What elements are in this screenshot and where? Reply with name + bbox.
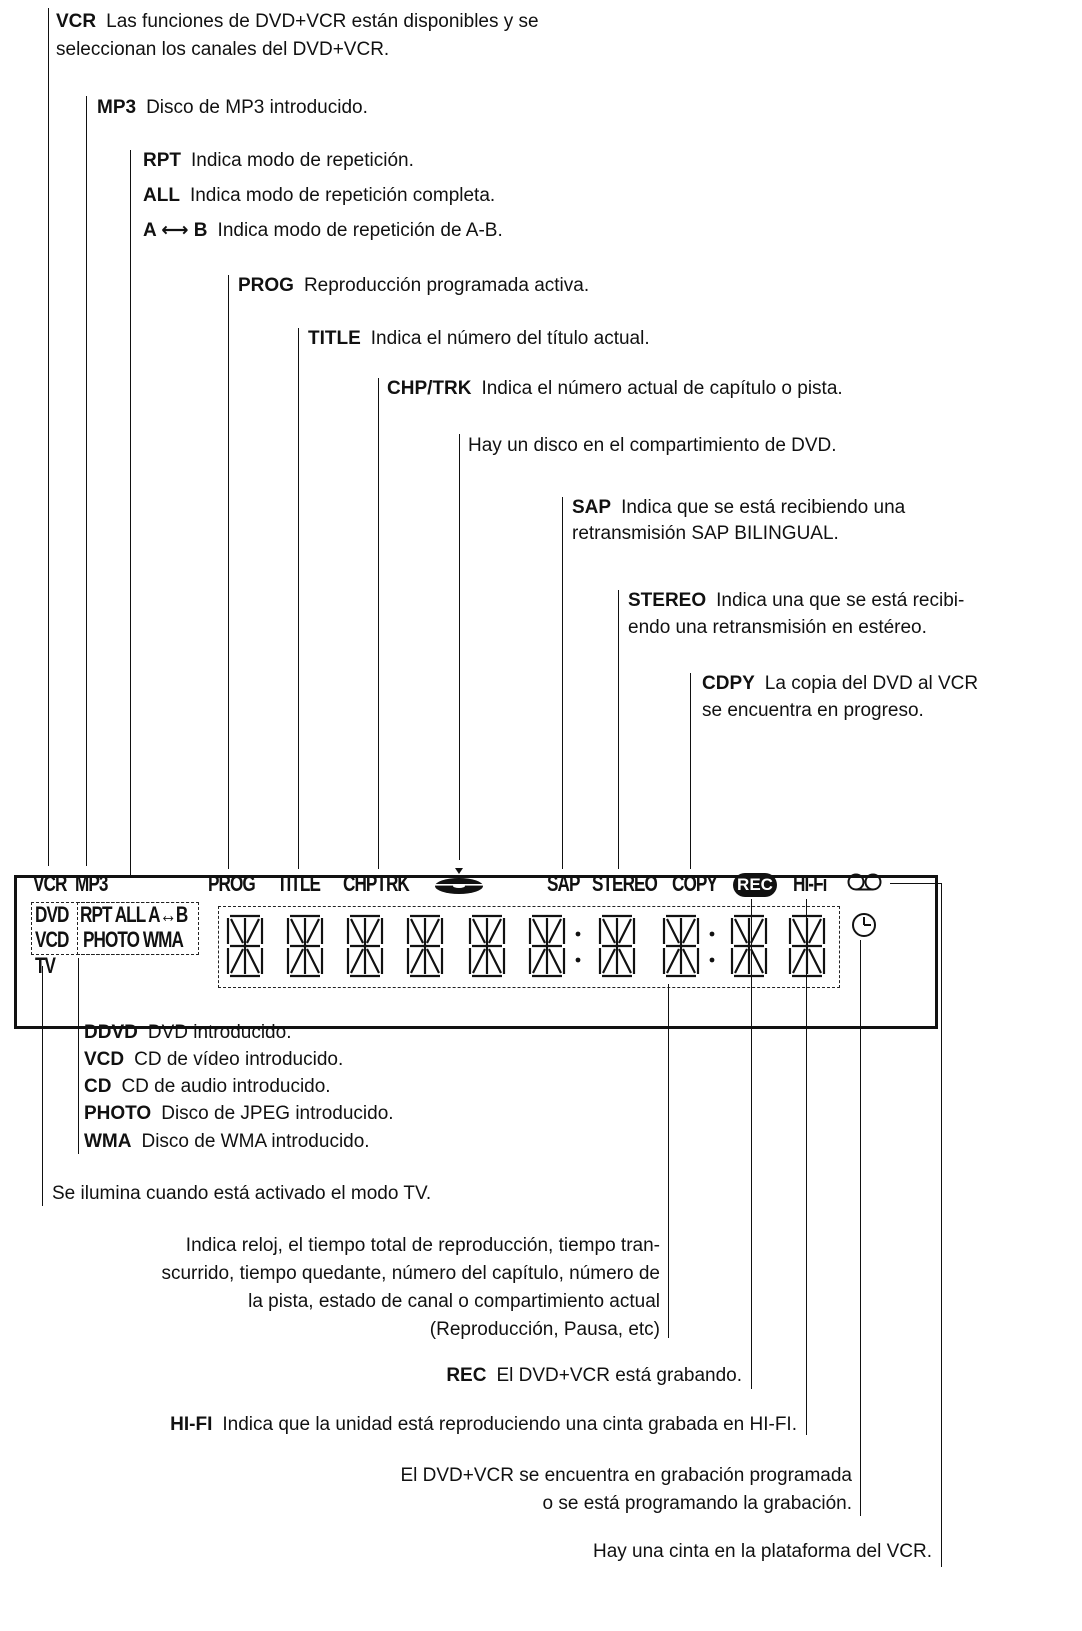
label-chptrk xyxy=(387,375,843,403)
label-vcr-line2 xyxy=(56,36,389,64)
label-key: WMA xyxy=(84,1131,132,1152)
panel-sap: SAP xyxy=(547,871,580,896)
segment-stroke xyxy=(549,919,561,943)
label-key: VCR xyxy=(56,11,97,32)
label-text: Hay un disco en el compartimiento de DVD. xyxy=(468,435,837,456)
panel-chptrk: CHPTRK xyxy=(343,871,409,896)
segment-stroke xyxy=(473,919,485,943)
panel-copy: COPY xyxy=(672,871,717,896)
leader-rpt xyxy=(130,150,131,892)
panel-dvd: DVD xyxy=(35,902,69,927)
segment-stroke xyxy=(667,919,679,943)
label-rec xyxy=(446,1362,742,1390)
colon-dot xyxy=(576,958,581,963)
leader-vcr xyxy=(48,8,49,866)
segment-stroke xyxy=(735,919,747,943)
segment-stroke xyxy=(809,949,821,973)
label-text: Se ilumina cuando está activado el modo TV. xyxy=(52,1183,432,1204)
label-ab xyxy=(143,217,503,245)
label-text: CD de vídeo introducido. xyxy=(134,1049,344,1070)
segment-stroke xyxy=(247,949,259,973)
label-text: El DVD+VCR se encuentra en grabación programada xyxy=(400,1465,852,1486)
segment-digit xyxy=(664,916,698,976)
label-key: RPT xyxy=(143,150,181,171)
colon-dot xyxy=(576,932,581,937)
leader-mp3 xyxy=(86,96,87,866)
label-text: CD de audio introducido. xyxy=(121,1076,331,1097)
segment-digit xyxy=(288,916,322,976)
leader-cassette-h xyxy=(890,883,942,884)
label-key: REC xyxy=(446,1365,487,1386)
segment-digits xyxy=(218,906,838,986)
label-cd xyxy=(84,1073,331,1101)
label-key: CD xyxy=(84,1076,112,1097)
colon-dot xyxy=(710,932,715,937)
segment-stroke xyxy=(473,949,485,973)
label-title xyxy=(308,325,650,353)
label-key: PHOTO xyxy=(84,1103,152,1124)
label-key: MP3 xyxy=(97,97,137,118)
label-cassette xyxy=(593,1538,932,1566)
leader-rec xyxy=(751,899,752,1389)
label-text: se encuentra en progreso. xyxy=(702,700,924,721)
label-text: Indica el número del título actual. xyxy=(370,328,650,349)
segment-stroke xyxy=(751,919,763,943)
segment-digit xyxy=(530,916,564,976)
leader-prog xyxy=(228,275,229,869)
leader-stereo xyxy=(618,590,619,869)
label-text: o se está programando la grabación. xyxy=(542,1493,852,1514)
label-wma xyxy=(84,1128,370,1156)
label-text: Disco de MP3 introducido. xyxy=(146,97,368,118)
label-clock-display xyxy=(161,1232,660,1344)
panel-rec-badge: REC xyxy=(733,873,777,897)
segment-stroke xyxy=(549,949,561,973)
panel-vcr: VCR xyxy=(33,871,67,896)
segment-stroke xyxy=(809,919,821,943)
label-vcr xyxy=(56,8,539,36)
label-key: HI-FI xyxy=(170,1414,213,1435)
front-display-panel xyxy=(14,871,938,1029)
label-mp3 xyxy=(97,94,368,122)
segment-stroke xyxy=(489,919,501,943)
segment-stroke xyxy=(411,949,423,973)
label-text: La copia del DVD al VCR xyxy=(764,673,979,694)
label-sap xyxy=(572,494,905,522)
leader-clock-display xyxy=(668,984,669,1338)
leader-timer xyxy=(860,940,861,1516)
label-text: Indica modo de repetición de A-B. xyxy=(217,220,503,241)
label-text: endo una retransmisión en estéreo. xyxy=(628,617,927,638)
label-key: A ⟷ B xyxy=(143,220,208,241)
label-text: (Reproducción, Pausa, etc) xyxy=(429,1319,660,1340)
leader-cassette xyxy=(941,883,942,1567)
timer-clock-icon xyxy=(850,911,878,939)
label-text: Disco de JPEG introducido. xyxy=(161,1103,394,1124)
label-stereo xyxy=(628,587,964,615)
label-text: Indica modo de repetición completa. xyxy=(189,185,496,206)
label-text: Disco de WMA introducido. xyxy=(141,1131,370,1152)
label-text: Indica que la unidad está reproduciendo una cinta grabada en HI-FI. xyxy=(222,1414,797,1435)
leader-chptrk xyxy=(378,378,379,869)
segment-stroke xyxy=(231,919,243,943)
label-stereo-line2 xyxy=(628,614,927,642)
panel-title: TITLE xyxy=(277,871,320,896)
panel-prog: PROG xyxy=(208,871,255,896)
segment-stroke xyxy=(751,949,763,973)
segment-stroke xyxy=(307,919,319,943)
label-hifi xyxy=(170,1411,797,1439)
segment-digit xyxy=(348,916,382,976)
label-key: VCD xyxy=(84,1049,125,1070)
segment-stroke xyxy=(793,949,805,973)
segment-stroke xyxy=(735,949,747,973)
colon-dot xyxy=(710,958,715,963)
label-ddvd xyxy=(84,1019,291,1047)
label-text: Indica que se está recibiendo una xyxy=(621,497,906,518)
segment-digit xyxy=(408,916,442,976)
label-key: ALL xyxy=(143,185,180,206)
label-text: Reproducción programada activa. xyxy=(303,275,590,296)
segment-digit xyxy=(470,916,504,976)
label-key: STEREO xyxy=(628,590,707,611)
cassette-icon xyxy=(845,869,889,893)
label-text: scurrido, tiempo quedante, número del capítulo, número de xyxy=(161,1263,660,1284)
leader-tv xyxy=(42,966,43,1206)
label-text: El DVD+VCR está grabando. xyxy=(496,1365,742,1386)
leader-disc-type xyxy=(78,958,79,1154)
segment-stroke xyxy=(603,919,615,943)
segment-stroke xyxy=(307,949,319,973)
label-text: seleccionan los canales del DVD+VCR. xyxy=(56,39,390,60)
label-key: DDVD xyxy=(84,1022,138,1043)
label-key: TITLE xyxy=(308,328,361,349)
panel-hifi: HI-Fi xyxy=(793,871,827,896)
segment-stroke xyxy=(489,949,501,973)
segment-stroke xyxy=(619,919,631,943)
segment-digit xyxy=(600,916,634,976)
label-text: Indica reloj, el tiempo total de reproducción, tiempo tran- xyxy=(185,1235,660,1256)
disc-icon xyxy=(431,864,487,900)
label-key: PROG xyxy=(238,275,294,296)
leader-title xyxy=(298,328,299,869)
label-copy-line2 xyxy=(702,697,924,725)
segment-stroke xyxy=(351,949,363,973)
segment-stroke xyxy=(427,919,439,943)
label-all xyxy=(143,182,495,210)
segment-stroke xyxy=(793,919,805,943)
label-text: Hay una cinta en la plataforma del VCR. xyxy=(592,1541,932,1562)
segment-stroke xyxy=(683,949,695,973)
segment-stroke xyxy=(683,919,695,943)
label-photo xyxy=(84,1100,394,1128)
panel-photo-wma: PHOTO WMA xyxy=(83,927,183,952)
leader-hifi xyxy=(806,899,807,1435)
label-text: Indica modo de repetición. xyxy=(191,150,414,171)
leader-disc xyxy=(459,434,460,860)
leader-copy xyxy=(690,673,691,869)
segment-stroke xyxy=(667,949,679,973)
segment-stroke xyxy=(603,949,615,973)
segment-stroke xyxy=(247,919,259,943)
segment-digit xyxy=(732,916,766,976)
panel-vcd: VCD xyxy=(35,927,69,952)
panel-stereo: STEREO xyxy=(592,871,657,896)
segment-stroke xyxy=(367,949,379,973)
segment-stroke xyxy=(367,919,379,943)
label-tv xyxy=(52,1180,431,1208)
label-text: Indica el número actual de capítulo o pista. xyxy=(481,378,843,399)
segment-stroke xyxy=(411,919,423,943)
label-copy xyxy=(702,670,978,698)
segment-stroke xyxy=(231,949,243,973)
segment-digit xyxy=(228,916,262,976)
segment-stroke xyxy=(533,949,545,973)
label-key: SAP xyxy=(572,497,612,518)
label-text: Indica una que se está recibi- xyxy=(716,590,965,611)
segment-stroke xyxy=(351,919,363,943)
segment-digit xyxy=(790,916,824,976)
segment-stroke xyxy=(619,949,631,973)
segment-stroke xyxy=(291,949,303,973)
leader-sap xyxy=(562,497,563,869)
label-prog xyxy=(238,272,589,300)
label-timer xyxy=(400,1462,852,1518)
label-text: retransmisión SAP BILINGUAL. xyxy=(572,523,839,544)
segment-stroke xyxy=(533,919,545,943)
label-vcd xyxy=(84,1046,343,1074)
label-text: Las funciones de DVD+VCR están disponibles y se xyxy=(106,11,539,32)
label-text: la pista, estado de canal o compartimiento actual xyxy=(248,1291,660,1312)
panel-rpt-all-ab: RPT ALL A↔B xyxy=(80,902,188,927)
label-key: CHP/TRK xyxy=(387,378,472,399)
segment-stroke xyxy=(427,949,439,973)
label-key: CDPY xyxy=(702,673,755,694)
panel-tv: TV xyxy=(35,953,56,978)
label-text: DVD introducido. xyxy=(147,1022,292,1043)
label-sap-line2 xyxy=(572,520,839,548)
segment-stroke xyxy=(291,919,303,943)
label-rpt xyxy=(143,147,414,175)
label-disc xyxy=(468,432,837,460)
panel-mp3: MP3 xyxy=(75,871,108,896)
